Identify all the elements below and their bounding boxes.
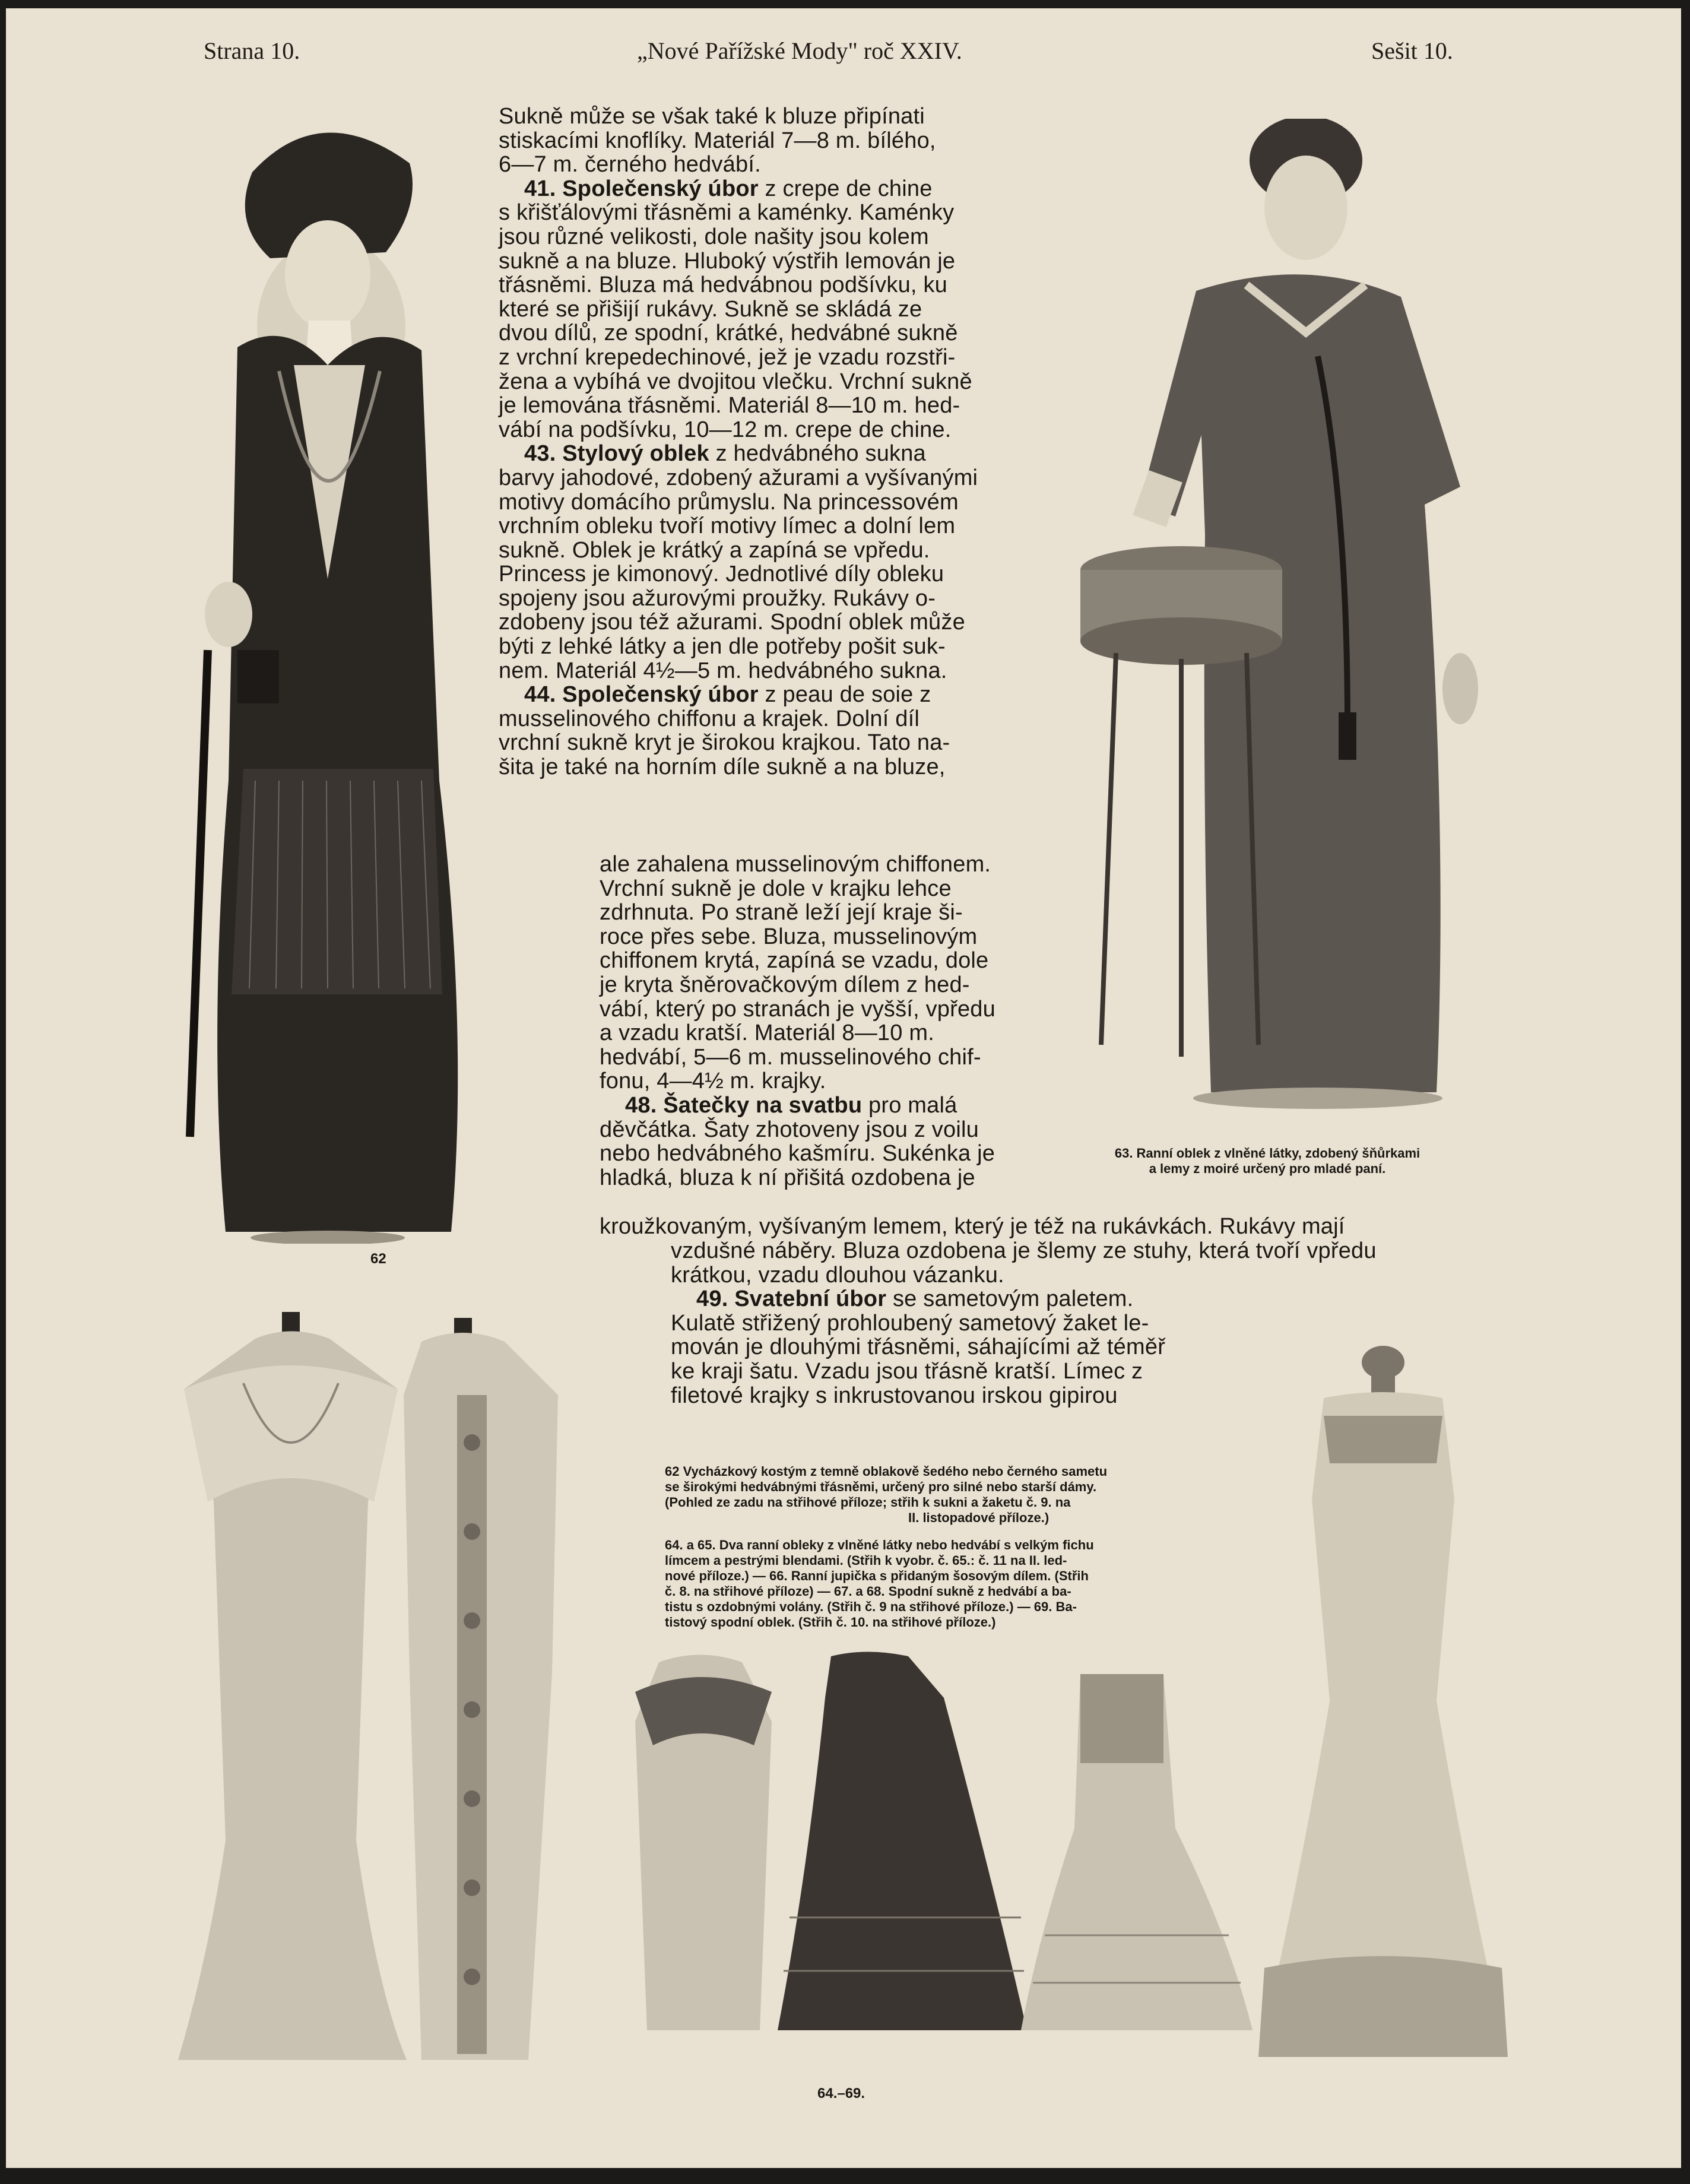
figure-63-caption <box>1074 1146 1460 1177</box>
text-line: musselinového chiffonu a krajek. Dolní díl <box>499 706 919 731</box>
item-43-title: Stylový oblek <box>562 441 709 467</box>
text-line: vábí na podšívku, 10—12 m. crepe de chine. <box>499 417 952 442</box>
text-line: je kryta šněrovačkovým dílem z hed- <box>600 972 970 997</box>
text-line: jsou různé velikosti, dole našity jsou kolem <box>499 224 929 249</box>
caption-line: (Pohled ze zadu na střihové příloze; střih k sukni a žaketu č. 9. na <box>665 1495 1071 1510</box>
text-line: ale zahalena musselinovým chiffonem. <box>600 852 991 877</box>
text-line: nem. Materiál 4½—5 m. hedvábného sukna. <box>499 658 947 683</box>
fashion-figure-69-illustration <box>1258 1345 1508 2066</box>
text-line: 6—7 m. černého hedvábí. <box>499 152 761 177</box>
header-page-number: Strana 10. <box>204 37 300 64</box>
article-text-upper <box>499 104 978 779</box>
item-44-first-line <box>499 683 978 707</box>
figures-64-69-caption <box>665 1538 1094 1630</box>
text-line: je lemována třásněmi. Materiál 8—10 m. hed- <box>499 393 960 419</box>
scan-edge-right <box>1681 0 1690 2184</box>
article-text-indented <box>600 852 995 1190</box>
text-line: vzdušné náběry. Bluza ozdobena je šlemy ze stuhy, která tvoří vpředu <box>671 1238 1377 1263</box>
item-49-title: Svatební úbor <box>734 1286 887 1312</box>
scan-edge-top <box>0 0 1690 8</box>
text-line: zdrhnuta. Po straně leží její kraje ši- <box>600 900 963 925</box>
text-line: s křišťálovými třásněmi a kaménky. Kaménky <box>499 200 955 226</box>
text-line: krátkou, vzadu dlouhou vázanku. <box>671 1262 1004 1288</box>
text-line: Kulatě střižený prohloubený sametový žaket le- <box>671 1310 1149 1336</box>
text-line: Vrchní sukně je dole v krajku lehce <box>600 876 952 901</box>
text-line: chiffonem krytá, zapíná se vzadu, dole <box>600 948 989 974</box>
text-line: sukně a na bluze. Hluboký výstřih lemován je <box>499 248 956 274</box>
scan-edge-bottom <box>0 2168 1690 2184</box>
item-48-first-line <box>600 1093 995 1118</box>
fashion-figure-63-illustration <box>1068 119 1478 1116</box>
figure-62-number: 62 <box>370 1251 386 1267</box>
caption-line: nové příloze.) — 66. Ranní jupička s přidaným šosovým dílem. (Střih <box>665 1568 1089 1583</box>
text-line: spojeny jsou ažurovými proužky. Rukávy o- <box>499 585 936 611</box>
fashion-figures-66-68-illustration <box>611 1650 1282 2066</box>
item-41-title: Společenský úbor <box>562 176 759 201</box>
article-text-lower <box>671 1239 1377 1408</box>
fashion-figures-64-65-illustration <box>172 1306 629 2072</box>
text-line: roce přes sebe. Bluza, musselinovým <box>600 924 978 949</box>
text-line: hedvábí, 5—6 m. musselinového chif- <box>600 1044 981 1070</box>
text-line: zdobeny jsou též ažurami. Spodní oblek může <box>499 610 965 635</box>
figure-62-caption <box>665 1464 1107 1526</box>
item-48-title: Šatečky na svatbu <box>663 1092 863 1118</box>
caption-line: límcem a pestrými blendami. (Střih k vyobr. č. 65.: č. 11 na II. led- <box>665 1553 1067 1568</box>
caption-line: 64. a 65. Dva ranní obleky z vlněné látky nebo hedvábí s velkým fichu <box>665 1538 1094 1552</box>
caption-line: 62 Vycházkový kostým z temně oblakově šedého nebo černého sametu <box>665 1464 1108 1479</box>
caption-line: č. 8. na střihové příloze) — 67. a 68. Spodní sukně z hedvábí a ba- <box>665 1584 1071 1599</box>
text-line: třásněmi. Bluza má hedvábnou podšívku, ku <box>499 272 947 298</box>
text-line: vrchním obleku tvoří motivy límec a dolní lem <box>499 513 956 539</box>
header-title: „Nové Pařížské Mody" roč XXIV. <box>637 37 962 64</box>
item-48-wide-line: kroužkovaným, vyšívaným lemem, který je též na rukávkách. Rukávy mají <box>600 1214 1345 1239</box>
caption-line: tistový spodní oblek. (Střih č. 10. na střihové příloze.) <box>665 1615 996 1630</box>
text-line: barvy jahodové, zdobený ažurami a vyšívanými <box>499 465 978 490</box>
text-line: Princess je kimonový. Jednotlivé díly obleku <box>499 562 944 587</box>
figure-63-caption-line-1: 63. Ranní oblek z vlněné látky, zdobený šňůrkami <box>1114 1146 1421 1161</box>
figures-64-69-number: 64.–69. <box>817 2085 865 2101</box>
header-issue: Sešit 10. <box>1371 37 1453 64</box>
item-44-first-text: z peau de soie z <box>758 682 931 708</box>
item-44-number: 44. <box>524 682 556 708</box>
text-line: fonu, 4—4½ m. krajky. <box>600 1069 826 1094</box>
text-line: nebo hedvábného kašmíru. Sukénka je <box>600 1141 995 1167</box>
item-43-first-line <box>499 442 978 466</box>
caption-line: se širokými hedvábnými třásněmi, určený pro silné nebo starší dámy. <box>665 1479 1097 1494</box>
item-41-first-text: z crepe de chine <box>758 176 933 201</box>
text-line: mován je dlouhými třásněmi, sáhajícími až téměř <box>671 1335 1166 1360</box>
item-49-first-text: se sametovým paletem. <box>886 1286 1134 1312</box>
text-line: sukně. Oblek je krátký a zapíná se vpředu. <box>499 537 930 563</box>
item-43-first-text: z hedvábného sukna <box>709 441 926 467</box>
caption-line: tistu s ozdobnými volány. (Střih č. 9 na střihové příloze.) — 69. Ba- <box>665 1599 1077 1614</box>
figure-63-caption-line-2: a lemy z moiré určený pro mladé paní. <box>1149 1161 1386 1176</box>
text-line: hladká, bluza k ní přišitá ozdobena je <box>600 1165 975 1190</box>
text-line: stiskacími knoflíky. Materiál 7—8 m. bílého, <box>499 128 936 153</box>
text-line: filetové krajky s inkrustovanou irskou gipirou <box>671 1383 1118 1408</box>
text-line: ke kraji šatu. Vzadu jsou třásně kratší. Límec z <box>671 1358 1143 1384</box>
text-line: z vrchní krepedechinové, jež je vzadu rozstři- <box>499 344 956 370</box>
text-line: žena a vybíhá ve dvojitou vlečku. Vrchní sukně <box>499 369 972 394</box>
text-line: dvou dílů, ze spodní, krátké, hedvábné sukně <box>499 321 958 346</box>
text-line: děvčátka. Šaty zhotoveny jsou z voilu <box>600 1117 979 1142</box>
text-line: vrchní sukně kryt je širokou krajkou. Tato na- <box>499 730 950 756</box>
item-41-first-line <box>499 177 978 201</box>
text-line: motivy domácího průmyslu. Na princessovém <box>499 489 959 515</box>
item-48-number: 48. <box>625 1092 657 1118</box>
caption-line: II. listopadové příloze.) <box>908 1510 1049 1525</box>
text-line: které se přišijí rukávy. Sukně se skládá ze <box>499 296 922 322</box>
item-49-first-line <box>671 1287 1377 1311</box>
text-line: vábí, který po stranách je vyšší, vpředu <box>600 996 995 1022</box>
item-48-first-text: pro malá <box>862 1092 957 1118</box>
item-41-number: 41. <box>524 176 556 201</box>
scan-edge-left <box>0 0 6 2184</box>
item-49-number: 49. <box>696 1286 728 1312</box>
text-line: býti z lehké látky a jen dle potřeby pošit suk- <box>499 634 946 660</box>
text-line: šita je také na horním díle sukně a na bluze, <box>499 755 946 780</box>
item-43-number: 43. <box>524 441 556 467</box>
fashion-figure-62-illustration <box>172 116 481 1244</box>
text-line: a vzadu kratší. Materiál 8—10 m. <box>600 1020 934 1046</box>
item-44-title: Společenský úbor <box>562 682 759 708</box>
text-line: Sukně může se však také k bluze připínati <box>499 104 925 129</box>
